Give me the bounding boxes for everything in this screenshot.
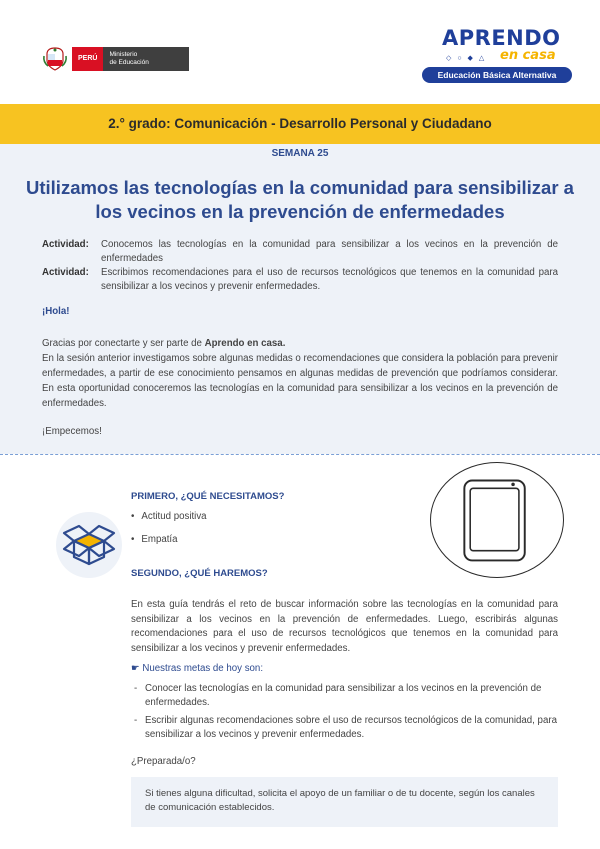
activity-2 xyxy=(42,266,558,294)
logo-band: Educación Básica Alternativa xyxy=(422,67,572,83)
pointing-hand-icon: ☛ xyxy=(131,663,140,674)
thanks-line xyxy=(42,336,558,351)
segundo-heading: SEGUNDO, ¿QUÉ HAREMOS? xyxy=(131,568,268,579)
grade-band: 2.° grado: Comunicación - Desarrollo Personal y Ciudadano xyxy=(0,104,600,144)
ministry-logo xyxy=(42,45,189,73)
dash-bullet-icon: - xyxy=(134,683,138,694)
smartphone-icon xyxy=(431,463,562,576)
activity-label: Actividad: xyxy=(42,239,89,250)
ministry-label xyxy=(103,47,189,71)
list-item xyxy=(131,714,558,742)
list-item: • Actitud positiva xyxy=(131,511,207,534)
coat-of-arms-icon xyxy=(42,46,68,72)
goals-list xyxy=(131,682,558,746)
goal-text: Escribir algunas recomendaciones sobre el uso de recursos tecnológicos de la comunidad, para sensibilizar a los vecinos y prevenir enfermedades. xyxy=(145,715,557,740)
phone-icon-circle xyxy=(430,462,564,578)
thanks-prefix: Gracias por conectarte y ser parte de xyxy=(42,338,205,349)
box-icon-circle xyxy=(56,512,122,578)
help-note: Si tienes alguna dificultad, solicita el apoyo de un familiar o de tu docente, según los canales de comunicación establecidos. xyxy=(131,777,558,827)
logo-title: APRENDO xyxy=(442,26,561,50)
dash-bullet-icon: - xyxy=(134,715,138,726)
goals-label-text: Nuestras metas de hoy son: xyxy=(142,663,264,674)
guide-paragraph: En esta guía tendrás el reto de buscar información sobre las tecnologías en la comunidad para sensibilizar a los vecinos en la prevención de enfermedades. Luego, escribirás algunas recomendaciones para el uso de recursos tecnológicos que tenemos en la comunidad para sensibilizar a los vecinos y prevenir enfermedades. xyxy=(131,599,558,654)
session-paragraph: En la sesión anterior investigamos sobre algunas medidas o recomendaciones que considera la población para prevenir enfermedades, a partir de ese conocimiento pensamos en algunas medidas de prevención que podríamos considerar. En esta oportunidad conoceremos las tecnologías en la comunidad para sensibilizar a los vecinos en la prevención de enfermedades. xyxy=(42,353,558,409)
peru-label: PERÚ xyxy=(72,47,103,71)
aprendo-en-casa-logo xyxy=(422,24,578,86)
page-title: Utilizamos las tecnologías en la comunidad para sensibilizar a los vecinos en la prevención de enfermedades xyxy=(26,177,574,222)
greeting: ¡Hola! xyxy=(42,306,70,317)
week-label: SEMANA 25 xyxy=(271,148,329,159)
intro-paragraph xyxy=(42,336,558,411)
activity-text: Conocemos las tecnologías en la comunidad para sensibilizar a los vecinos en la prevención de enfermedades xyxy=(101,239,558,264)
open-box-icon xyxy=(56,512,122,578)
ministry-line-2: de Educación xyxy=(109,59,149,66)
activity-label: Actividad: xyxy=(42,267,89,278)
page-header xyxy=(0,0,600,104)
logo-decoration: ◇ ○ ◆ △ xyxy=(446,55,487,62)
start-text: ¡Empecemos! xyxy=(42,426,102,437)
goals-label xyxy=(131,663,263,674)
primero-heading: PRIMERO, ¿QUÉ NECESITAMOS? xyxy=(131,491,285,502)
activity-1 xyxy=(42,238,558,266)
thanks-bold: Aprendo en casa. xyxy=(204,338,286,349)
goal-text: Conocer las tecnologías en la comunidad para sensibilizar a los vecinos en la prevención de enfermedades. xyxy=(145,683,542,708)
ministry-line-1: Ministerio xyxy=(109,51,138,58)
needs-list xyxy=(131,511,207,557)
list-item: • Empatía xyxy=(131,534,207,557)
list-item xyxy=(131,682,558,710)
logo-subtitle: en casa xyxy=(500,48,556,63)
section-divider xyxy=(0,454,600,455)
activity-text: Escribimos recomendaciones para el uso de recursos tecnológicos que tenemos en la comunidad para sensibilizar a los vecinos y prevenir enfermedades. xyxy=(101,267,558,292)
ready-question: ¿Preparada/o? xyxy=(131,756,196,767)
